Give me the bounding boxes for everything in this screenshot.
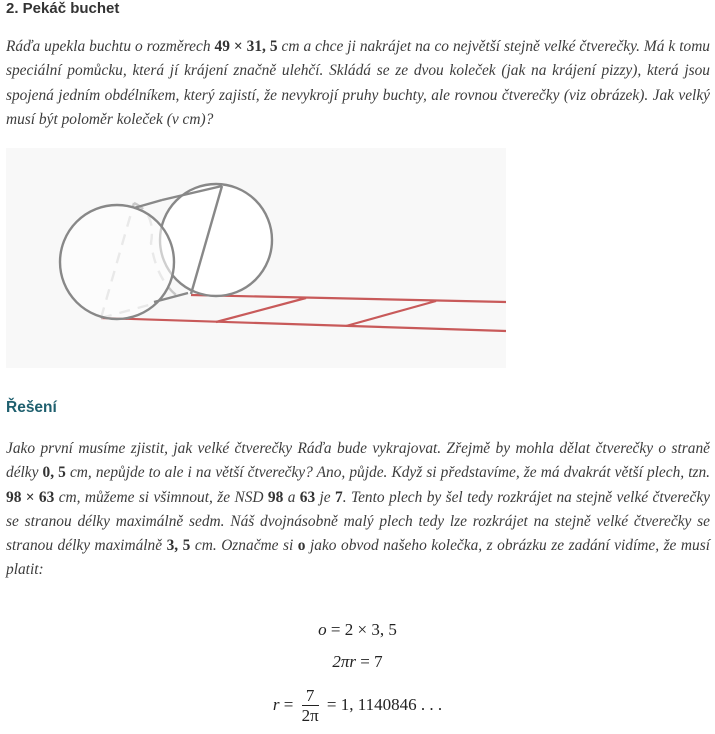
math-term: 63 [299,488,316,506]
cut-line-cross-2 [346,301,436,326]
eq2-rhs: = 7 [356,652,383,671]
eq3-equals: = [279,694,298,714]
eq3-lhs: r [272,694,280,714]
text-run: jako obvod našeho kolečka, z obrázku ze zadání vidíme, že musí platit: [6,537,710,579]
solution-text [6,437,710,583]
text-run: cm, nepůjde to ale i na větší čtverečky? Ano, půjde. Když si představíme, že má dvakrát větší plech, tzn. [65,464,711,482]
text-run: cm a chce ji nakrájet na co největší stejně velké čtverečky. Má k tomu speciální pomůcku, která jí krájení značně ulehčí. Skládá se ze dvou koleček (jak na krájení pizzy), která jsou spojená jedním obdélníkem, který zajistí, že nevykrojí pruhy buchty, ale rovnou čtverečky (viz obrázek). Jak velký musí být poloměr koleček (v cm)? [6,38,711,128]
pizza-cutter-diagram [6,148,506,368]
equation-1 [0,620,715,640]
eq3-rhs: = 1, 1140846 . . . [322,694,443,714]
cut-line-bottom [101,318,506,331]
wheel-outlines [60,184,272,319]
math-term: 98 [267,488,284,506]
text-run: . Tento plech by šel tedy rozkrájet na stejně velké čtverečky se stranou délky maximálně sedm. Náš dvojnásobně malý plech tedy lze rozkrájet na stejně velké čtverečky se stranou délky maximálně [6,488,710,555]
problem-heading: 2. Pekáč buchet [6,0,120,17]
math-term: 49 × 31, 5 [214,38,278,55]
eq3-numerator: 7 [302,686,319,706]
back-wheel [160,184,272,296]
eq3-denominator: 2π [301,706,319,725]
eq2-lhs: 2πr [332,652,357,671]
eq3-fraction [302,686,319,726]
math-term: o [297,537,306,555]
math-term: 3, 5 [166,537,191,555]
text-run: a [283,488,300,506]
problem-text [6,35,710,132]
text-run: cm. Označme si [190,537,298,555]
equation-2 [0,652,715,672]
text-run: je [315,488,336,506]
math-term: 98 × 63 [6,488,55,506]
cut-line-cross-1 [216,298,306,322]
text-run: Ráďa upekla buchtu o rozměrech [6,38,215,55]
equation-3 [0,686,715,726]
text-run: cm, můžeme si všimnout, že NSD [54,488,268,506]
math-term: 0, 5 [42,464,66,482]
figure [6,148,506,368]
cut-line-top [191,295,506,302]
text-run: Jako první musíme zjistit, jak velké čtverečky Ráďa bude vykrajovat. Zřejmě by mohla dělat čtverečky o straně délky [6,440,710,482]
eq1-rhs: = 2 × 3, 5 [326,620,397,639]
eq1-lhs: o [318,620,327,639]
solution-heading: Řešení [6,399,57,416]
math-term: 7 [335,488,343,506]
